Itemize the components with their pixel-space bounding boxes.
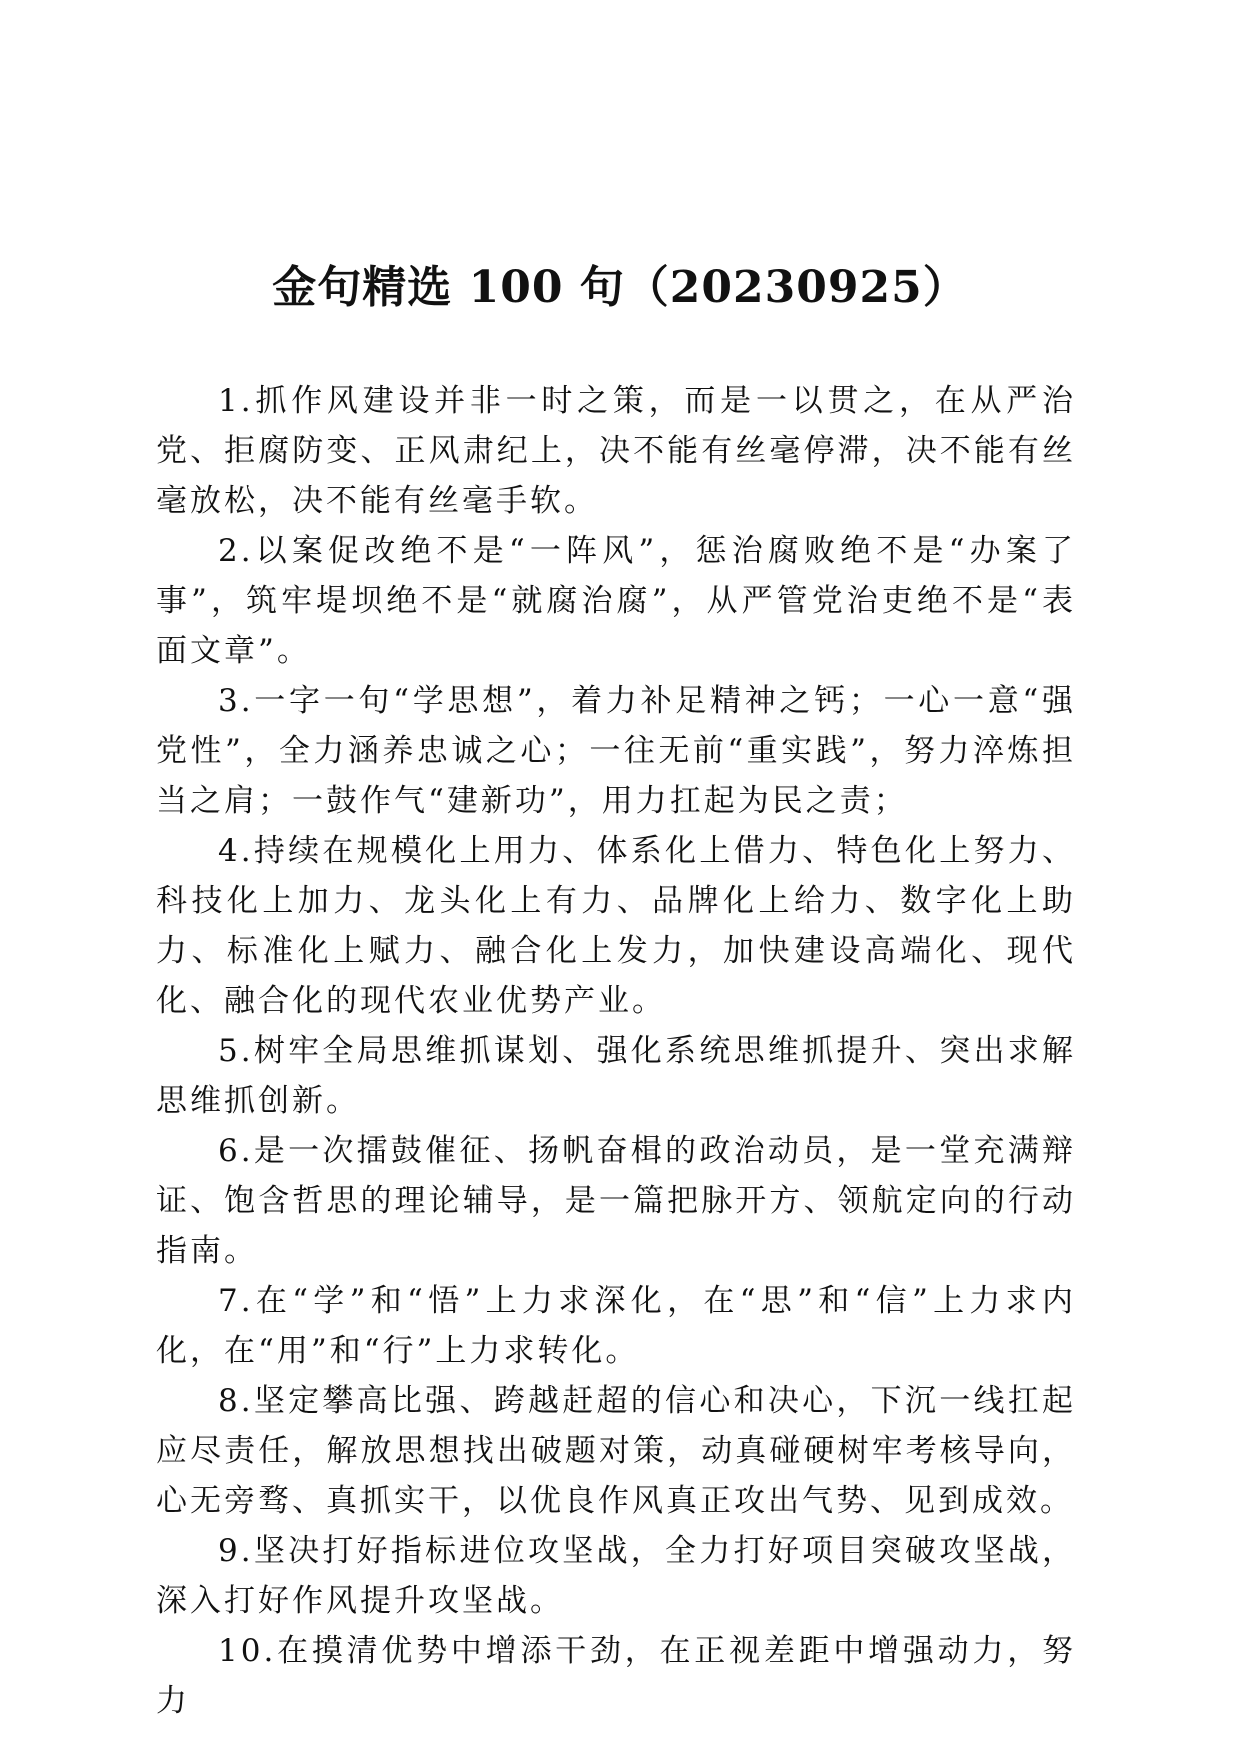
paragraph-8: 8.坚定攀高比强、跨越赶超的信心和决心，下沉一线扛起应尽责任，解放思想找出破题对策，动真碰硬树牢考核导向，心无旁骛、真抓实干，以优良作风真正攻出气势、见到成效。 <box>156 1383 1076 1519</box>
paragraph-9: 9.坚决打好指标进位攻坚战，全力打好项目突破攻坚战，深入打好作风提升攻坚战。 <box>156 1533 1076 1619</box>
paragraph-6: 6.是一次擂鼓催征、扬帆奋楫的政治动员，是一堂充满辩证、饱含哲思的理论辅导，是一篇把脉开方、领航定向的行动指南。 <box>156 1133 1076 1269</box>
document-title: 金句精选 100 句（20230925） <box>272 262 968 313</box>
paragraph-7: 7.在“学”和“悟”上力求深化，在“思”和“信”上力求内化，在“用”和“行”上力求转化。 <box>156 1283 1076 1369</box>
paragraph-2: 2.以案促改绝不是“一阵风”，惩治腐败绝不是“办案了事”，筑牢堤坝绝不是“就腐治腐”，从严管党治吏绝不是“表面文章”。 <box>156 533 1076 669</box>
paragraph-1: 1.抓作风建设并非一时之策，而是一以贯之，在从严治党、拒腐防变、正风肃纪上，决不能有丝毫停滞，决不能有丝毫放松，决不能有丝毫手软。 <box>156 383 1076 519</box>
paragraph-3: 3.一字一句“学思想”，着力补足精神之钙；一心一意“强党性”，全力涵养忠诚之心；一往无前“重实践”，努力淬炼担当之肩；一鼓作气“建新功”，用力扛起为民之责； <box>156 683 1076 819</box>
document-body <box>156 376 1076 1726</box>
paragraph-10: 10.在摸清优势中增添干劲，在正视差距中增强动力，努力 <box>156 1633 1076 1719</box>
paragraph-5: 5.树牢全局思维抓谋划、强化系统思维抓提升、突出求解思维抓创新。 <box>156 1033 1076 1119</box>
paragraph-4: 4.持续在规模化上用力、体系化上借力、特色化上努力、科技化上加力、龙头化上有力、品牌化上给力、数字化上助力、标准化上赋力、融合化上发力，加快建设高端化、现代化、融合化的现代农业优势产业。 <box>156 833 1076 1019</box>
